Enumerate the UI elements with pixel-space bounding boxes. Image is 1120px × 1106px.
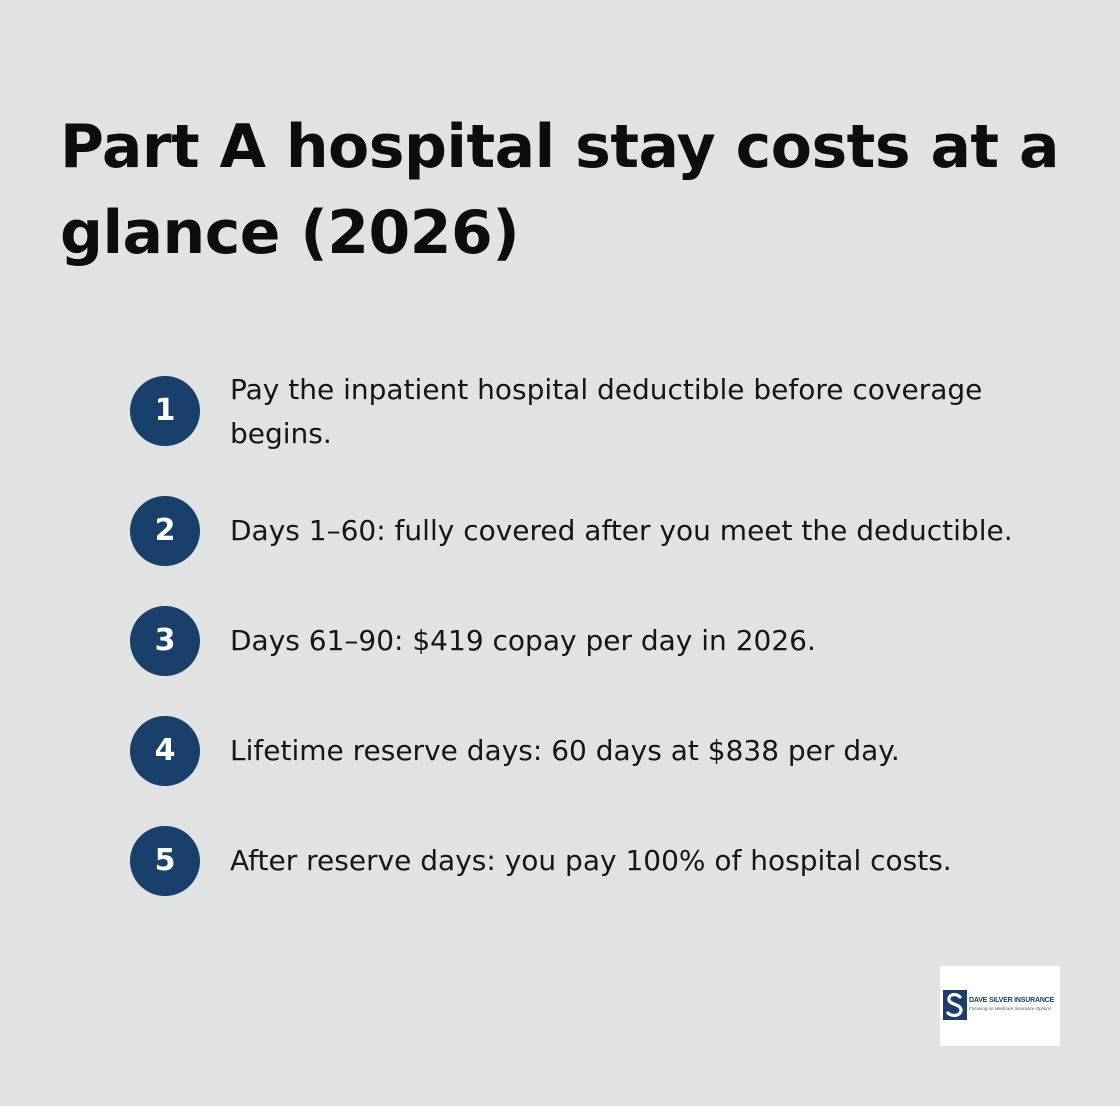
step-number-badge: 2	[130, 496, 200, 566]
list-item	[130, 716, 1090, 786]
step-text: Lifetime reserve days: 60 days at $838 per day.	[230, 734, 900, 767]
step-number-badge: 1	[130, 376, 200, 446]
step-text: After reserve days: you pay 100% of hospital costs.	[230, 844, 952, 877]
step-number-badge: 4	[130, 716, 200, 786]
step-text: Pay the inpatient hospital deductible before coverage begins.	[230, 373, 983, 450]
logo-tagline: Focusing on Medicare Insurance Options	[969, 1006, 1052, 1011]
logo-name: DAVE SILVER INSURANCE	[969, 997, 1054, 1004]
list-item	[130, 826, 1090, 896]
step-text: Days 61–90: $419 copay per day in 2026.	[230, 624, 816, 657]
step-number-badge: 3	[130, 606, 200, 676]
list-item	[130, 373, 1090, 450]
list-item	[130, 606, 1090, 676]
page-title: Part A hospital stay costs at a glance (2026)	[60, 112, 1059, 268]
logo-s-icon	[943, 990, 967, 1020]
step-text: Days 1–60: fully covered after you meet the deductible.	[230, 514, 1013, 547]
list-item	[130, 496, 1090, 566]
steps-list	[130, 0, 1090, 1106]
company-logo	[940, 966, 1060, 1046]
step-number-badge: 5	[130, 826, 200, 896]
